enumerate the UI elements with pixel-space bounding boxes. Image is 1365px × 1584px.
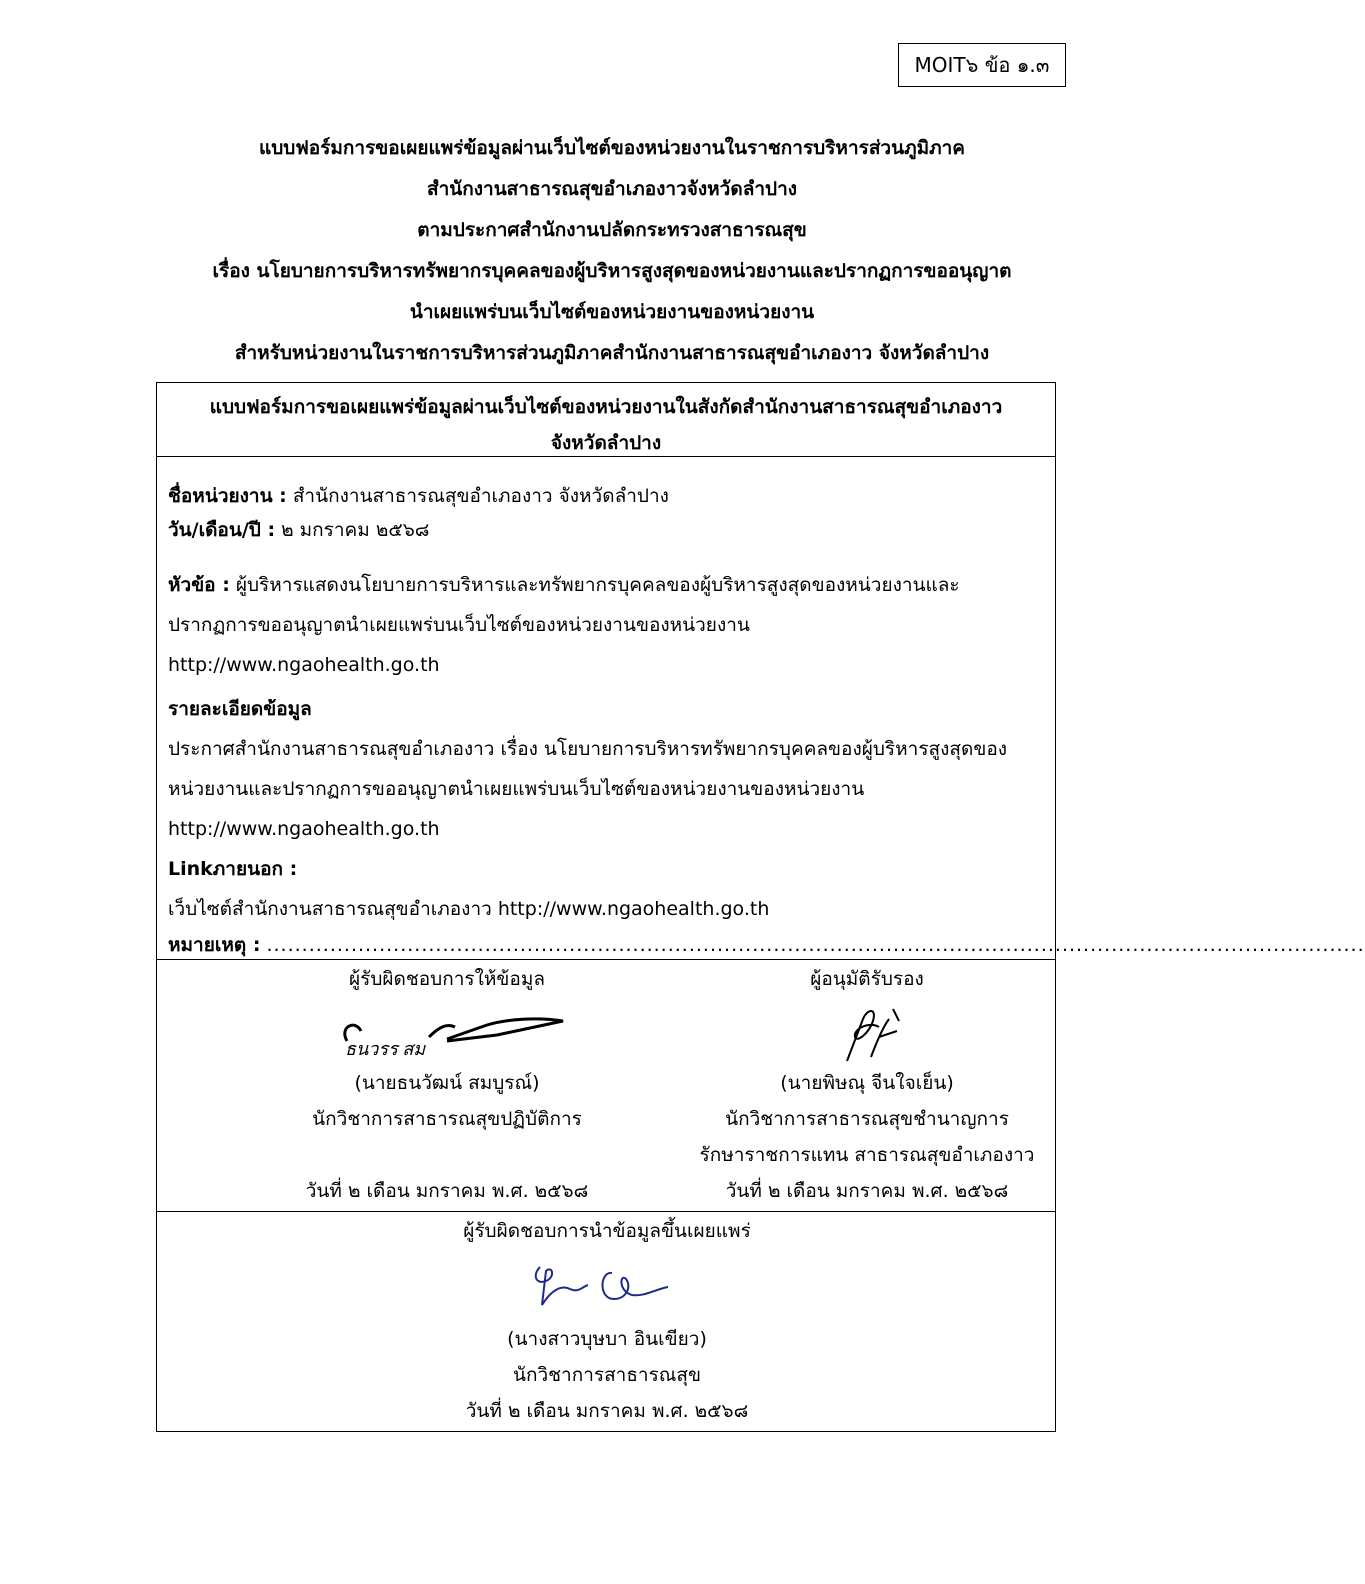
detail-label: รายละเอียดข้อมูล bbox=[168, 698, 312, 720]
date-value: ๒ มกราคม ๒๕๖๘ bbox=[275, 519, 430, 541]
form-title-line: จังหวัดลำปาง bbox=[550, 432, 662, 454]
topic-label: หัวข้อ : bbox=[168, 574, 230, 596]
detail-section bbox=[168, 689, 1044, 849]
divider bbox=[157, 1211, 1055, 1212]
topic-text: ปรากฏการขออนุญาตนำเผยแพร่บนเว็บไซต์ของหน่วยงานของหน่วยงาน bbox=[168, 614, 750, 636]
heading-line: ตามประกาศสำนักงานปลัดกระทรวงสาธารณสุข bbox=[417, 219, 807, 241]
detail-text: ประกาศสำนักงานสาธารณสุขอำเภองาว เรื่อง นโยบายการบริหารทรัพยากรบุคคลของผู้บริหารสูงสุดของ bbox=[168, 738, 1008, 760]
topic-text: ผู้บริหารแสดงนโยบายการบริหารและทรัพยากรบุคคลของผู้บริหารสูงสุดของหน่วยงานและ bbox=[229, 574, 960, 596]
topic-row bbox=[168, 565, 1044, 685]
heading-line: เรื่อง นโยบายการบริหารทรัพยากรบุคคลของผู้บริหารสูงสุดของหน่วยงานและปรากฏการขออนุญาต bbox=[212, 260, 1012, 282]
form-title-line: แบบฟอร์มการขอเผยแพร่ข้อมูลผ่านเว็บไซต์ของหน่วยงานในสังกัดสำนักงานสาธารณสุขอำเภองาว bbox=[209, 396, 1003, 418]
provider-date: วันที่ ๒ เดือน มกราคม พ.ศ. ๒๕๖๘ bbox=[305, 1180, 589, 1202]
document-code-box: MOIT๖ ข้อ ๑.๓ bbox=[898, 43, 1066, 87]
note-label: หมายเหตุ : bbox=[168, 934, 261, 956]
date-row bbox=[168, 510, 1044, 550]
provider-name: (นายธนวัฒน์ สมบูรณ์) bbox=[354, 1072, 540, 1094]
publisher-signature-image bbox=[522, 1249, 692, 1321]
approver-position-acting: รักษาราชการแทน สาธารณสุขอำเภองาว bbox=[699, 1144, 1035, 1166]
publisher-date: วันที่ ๒ เดือน มกราคม พ.ศ. ๒๕๖๘ bbox=[465, 1400, 749, 1422]
publication-form bbox=[156, 382, 1365, 1432]
approver-date: วันที่ ๒ เดือน มกราคม พ.ศ. ๒๕๖๘ bbox=[725, 1180, 1009, 1202]
approver-signature-image bbox=[807, 997, 927, 1065]
divider bbox=[157, 456, 1055, 457]
provider-position: นักวิชาการสาธารณสุขปฏิบัติการ bbox=[312, 1108, 582, 1130]
note-dots: ............................................................................................................................................................ bbox=[266, 934, 1365, 956]
provider-signature-block bbox=[257, 961, 637, 1209]
provider-signature-text: ธนวรร สม bbox=[345, 1039, 426, 1059]
document-heading bbox=[150, 128, 1074, 374]
publisher-position: นักวิชาการสาธารณสุข bbox=[512, 1364, 702, 1386]
publisher-name: (นางสาวบุษบา อินเขียว) bbox=[507, 1328, 707, 1350]
publisher-role: ผู้รับผิดชอบการนำข้อมูลขึ้นเผยแพร่ bbox=[463, 1220, 751, 1242]
form-title bbox=[157, 389, 1055, 461]
approver-name: (นายพิษณุ จีนใจเย็น) bbox=[780, 1072, 954, 1094]
link-label: Linkภายนอก : bbox=[168, 858, 298, 880]
provider-role: ผู้รับผิดชอบการให้ข้อมูล bbox=[349, 968, 545, 990]
detail-url: http://www.ngaohealth.go.th bbox=[168, 818, 440, 840]
agency-label: ชื่อหน่วยงาน : bbox=[168, 485, 287, 507]
approver-position: นักวิชาการสาธารณสุขชำนาญการ bbox=[725, 1108, 1009, 1130]
approver-signature-block bbox=[677, 961, 1057, 1209]
date-label: วัน/เดือน/ปี : bbox=[168, 519, 276, 541]
provider-signature-image bbox=[327, 997, 567, 1065]
approver-role: ผู้อนุมัติรับรอง bbox=[810, 968, 924, 990]
link-value: เว็บไซต์สำนักงานสาธารณสุขอำเภองาว http://www.ngaohealth.go.th bbox=[168, 898, 770, 920]
divider bbox=[157, 959, 1055, 960]
heading-line: สำนักงานสาธารณสุขอำเภองาวจังหวัดลำปาง bbox=[426, 178, 798, 200]
detail-text: หน่วยงานและปรากฏการขออนุญาตนำเผยแพร่บนเว็บไซต์ของหน่วยงานของหน่วยงาน bbox=[168, 778, 865, 800]
link-section bbox=[168, 849, 1044, 929]
agency-value: สำนักงานสาธารณสุขอำเภองาว จังหวัดลำปาง bbox=[286, 485, 669, 507]
heading-line: นำเผยแพร่บนเว็บไซต์ของหน่วยงานของหน่วยงาน bbox=[409, 301, 815, 323]
publisher-signature-block bbox=[357, 1213, 857, 1429]
heading-line: แบบฟอร์มการขอเผยแพร่ข้อมูลผ่านเว็บไซต์ของหน่วยงานในราชการบริหารส่วนภูมิภาค bbox=[258, 137, 966, 159]
heading-line: สำหรับหน่วยงานในราชการบริหารส่วนภูมิภาคสำนักงานสาธารณสุขอำเภองาว จังหวัดลำปาง bbox=[234, 342, 990, 364]
topic-url: http://www.ngaohealth.go.th bbox=[168, 654, 440, 676]
